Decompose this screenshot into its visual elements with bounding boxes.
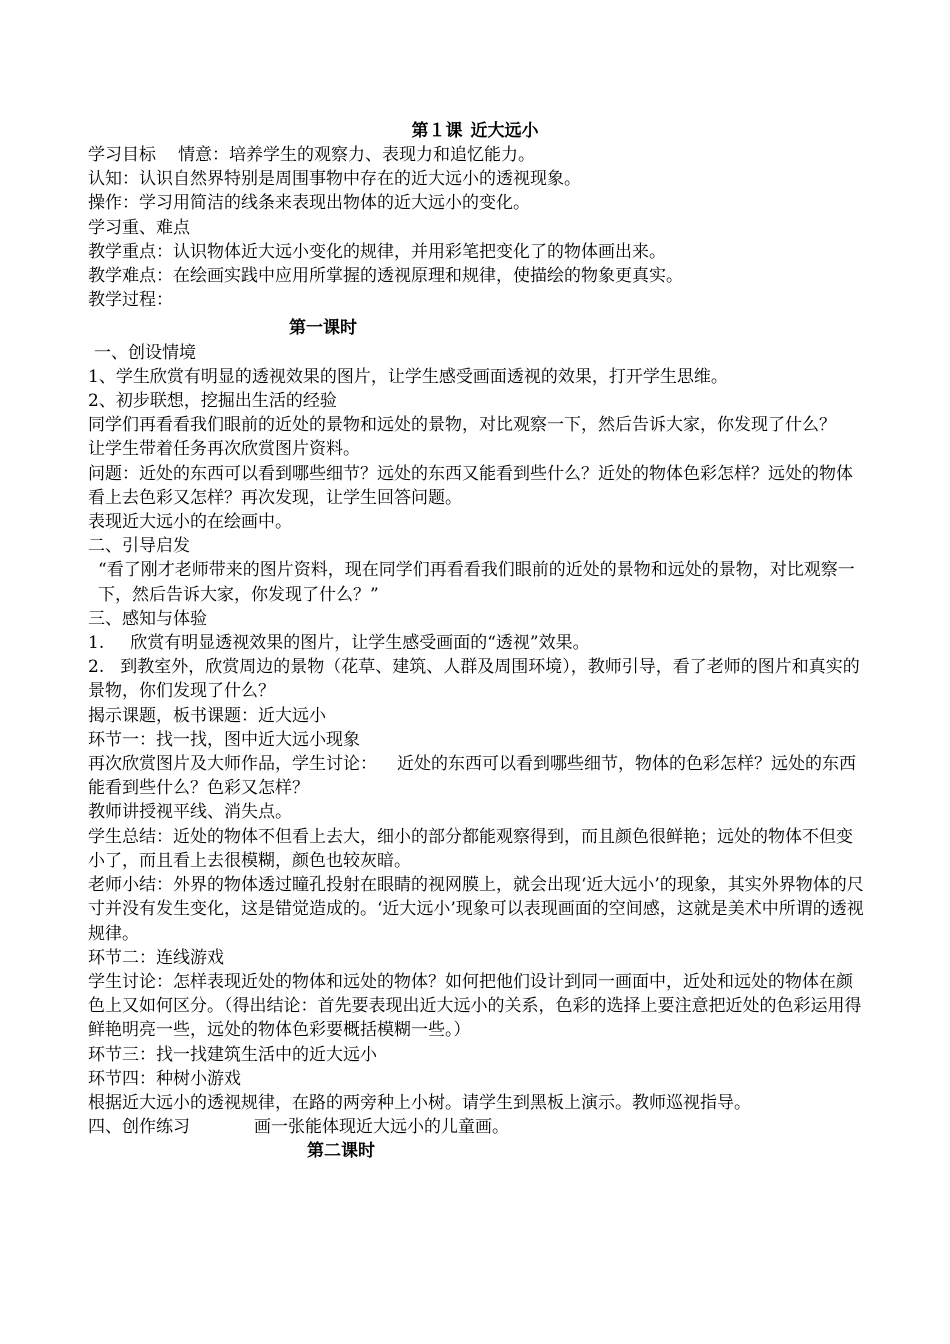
section3-item-3: 揭示课题，板书课题：近大远小 bbox=[88, 705, 326, 726]
section4-task: 画一张能体现近大远小的儿童画。 bbox=[254, 1117, 509, 1138]
link2-title: 环节二：连线游戏 bbox=[88, 947, 224, 968]
link2-paragraph-1: 学生讨论：怎样表现近处的物体和远处的物体？如何把他们设计到同一画面中，近处和远处的物体在颜色上又如何区分。（得出结论：首先要表现出近大远小的关系，色彩的选择上要注意把近处的色彩运用得鲜艳明亮一些，远处的物体色彩要概括模糊一些。） bbox=[88, 971, 862, 1041]
section1-paragraph-3: 同学们再看看我们眼前的近处的景物和远处的景物，对比观察一下，然后告诉大家，你发现了什么？ bbox=[88, 415, 836, 436]
lesson-title bbox=[0, 119, 950, 143]
document-body bbox=[88, 143, 866, 1164]
section1-paragraph-4: 让学生带着任务再次欣赏图片资料。 bbox=[88, 439, 360, 460]
section1-paragraph-1: 1、学生欣赏有明显的透视效果的图片，让学生感受画面透视的效果，打开学生思维。 bbox=[88, 366, 728, 387]
lesson-number: 第１课 bbox=[411, 121, 463, 141]
process-label: 教学过程： bbox=[88, 290, 173, 311]
key-points-heading: 学习重、难点 bbox=[88, 217, 190, 238]
objective-emotion: 情意：培养学生的观察力、表现力和追忆能力。 bbox=[178, 145, 535, 165]
lesson2-heading: 第二课时 bbox=[307, 1141, 375, 1162]
section3-item-1: 1. 欣赏有明显透视效果的图片，让学生感受画面的“透视”效果。 bbox=[88, 633, 590, 654]
section3-title: 三、感知与体验 bbox=[88, 608, 207, 629]
item-number: 1. bbox=[88, 633, 105, 654]
teaching-focus: 教学重点：认识物体近大远小变化的规律，并用彩笔把变化了的物体画出来。 bbox=[88, 241, 666, 262]
section1-paragraph-2: 2、初步联想，挖掘出生活的经验 bbox=[88, 391, 337, 412]
link1-paragraph-4: 老师小结：外界的物体透过瞳孔投射在眼睛的视网膜上，就会出现‘近大远小’的现象，其实外界物体的尺寸并没有发生变化，这是错觉造成的。‘近大远小’现象可以表现画面的空间感，这就是美术中所谓的透视规律。 bbox=[88, 875, 864, 944]
objectives-line bbox=[88, 143, 866, 167]
section3-item-2: 2. 到教室外，欣赏周边的景物（花草、建筑、人群及周围环境），教师引导，看了老师的图片和真实的景物，你们发现了什么？ bbox=[88, 657, 860, 702]
lesson1-heading: 第一课时 bbox=[289, 318, 357, 339]
link1-title: 环节一：找一找，图中近大远小现象 bbox=[88, 729, 360, 750]
link1-paragraph-1: 再次欣赏图片及大师作品，学生讨论： 近处的东西可以看到哪些细节，物体的色彩怎样？远处的东西能看到些什么？色彩又怎样？ bbox=[88, 754, 856, 799]
objective-cognition: 认知：认识自然界特别是周围事物中存在的近大远小的透视现象。 bbox=[88, 169, 581, 190]
teaching-difficulty: 教学难点：在绘画实践中应用所掌握的透视原理和规律，使描绘的物象更真实。 bbox=[88, 266, 683, 287]
link3-title: 环节三：找一找建筑生活中的近大远小 bbox=[88, 1044, 377, 1065]
link1-paragraph-3: 学生总结：近处的物体不但看上去大，细小的部分都能观察得到，而且颜色很鲜艳；远处的物体不但变小了，而且看上去很模糊，颜色也较灰暗。 bbox=[88, 826, 853, 871]
section1-paragraph-5: 问题：近处的东西可以看到哪些细节？远处的东西又能看到些什么？近处的物体色彩怎样？远处的物体看上去色彩又怎样？再次发现，让学生回答问题。 bbox=[88, 463, 853, 508]
link4-title: 环节四：种树小游戏 bbox=[88, 1068, 241, 1089]
section1-paragraph-6: 表现近大远小的在绘画中。 bbox=[88, 512, 292, 533]
link4-paragraph-1: 根据近大远小的透视规律，在路的两旁种上小树。请学生到黑板上演示。教师巡视指导。 bbox=[88, 1092, 751, 1113]
section4-title: 四、创作练习 bbox=[88, 1117, 190, 1138]
item-number: 2. bbox=[88, 657, 105, 678]
objectives-label: 学习目标 bbox=[88, 145, 156, 165]
objective-operation: 操作：学习用简洁的线条来表现出物体的近大远小的变化。 bbox=[88, 193, 530, 214]
lesson-topic: 近大远小 bbox=[470, 121, 539, 141]
link1-paragraph-2: 教师讲授视平线、消失点。 bbox=[88, 802, 292, 823]
section2-title: 二、引导启发 bbox=[88, 536, 190, 557]
section2-quote: “看了刚才老师带来的图片资料，现在同学们再看看我们眼前的近处的景物和远处的景物，对比观察一下，然后告诉大家，你发现了什么？” bbox=[98, 560, 855, 605]
section1-title: 一、创设情境 bbox=[94, 342, 196, 363]
section4-line bbox=[88, 1115, 866, 1139]
